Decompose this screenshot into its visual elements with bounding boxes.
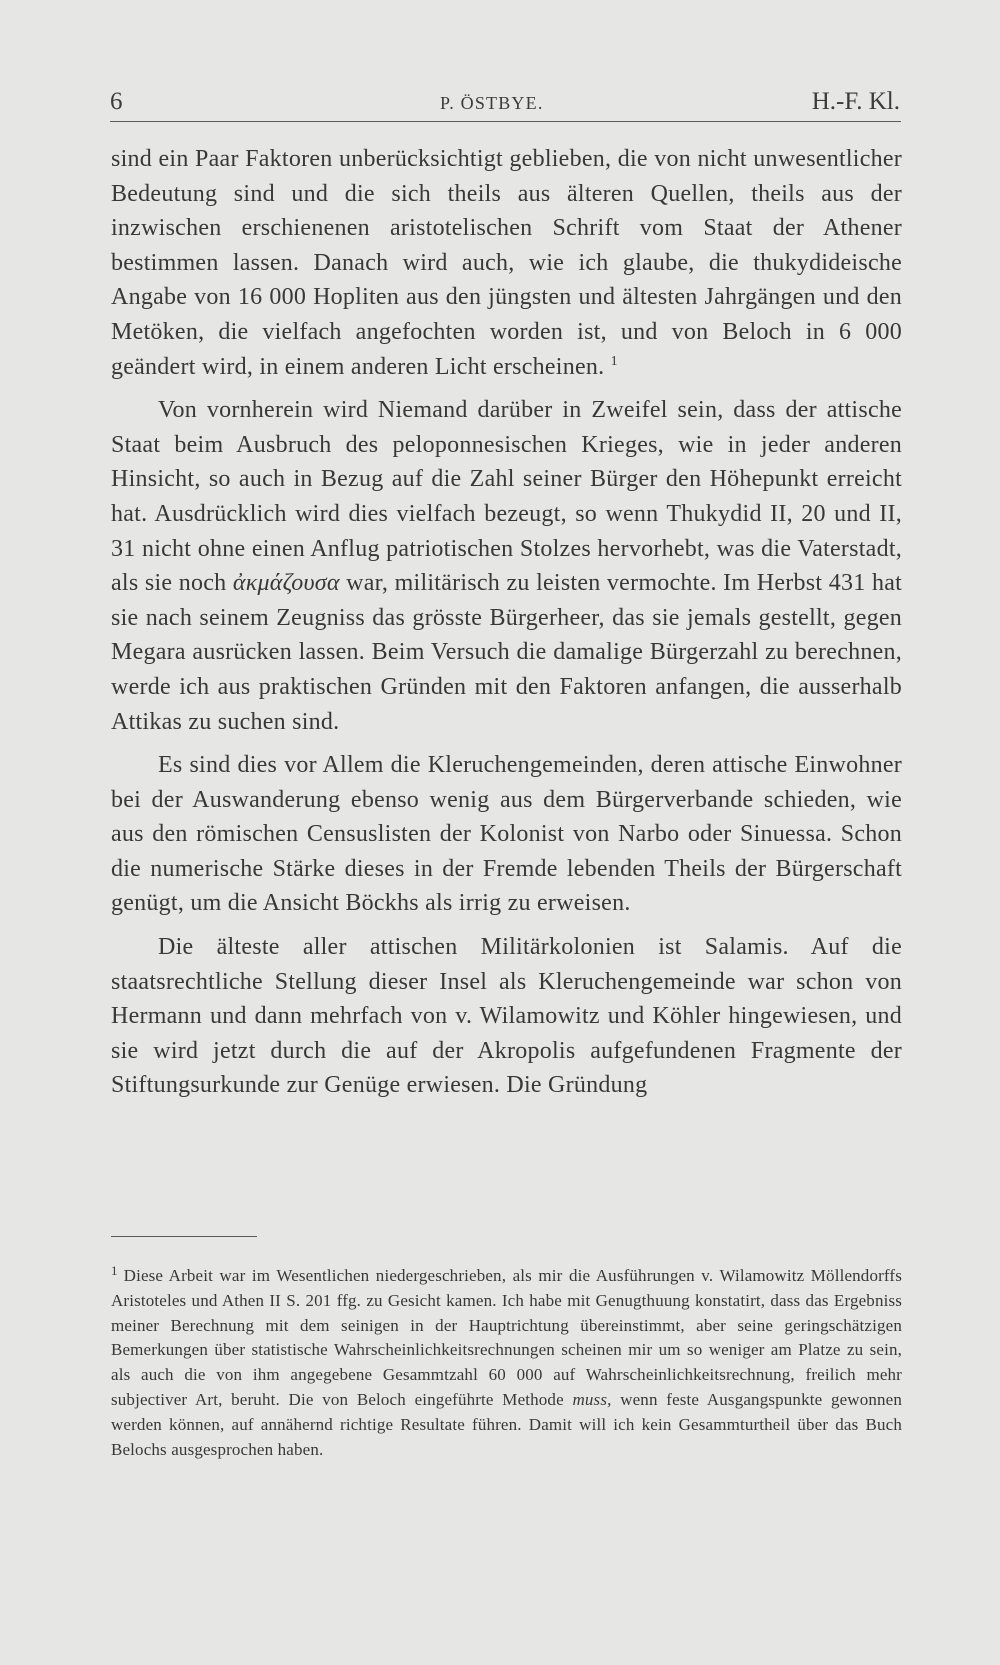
paragraph-1 xyxy=(111,142,902,384)
running-head xyxy=(110,88,900,122)
page-number: 6 xyxy=(110,88,123,115)
footnote-emphasis: muss, xyxy=(572,1389,612,1409)
main-text xyxy=(111,142,902,1103)
footnote-mark: 1 xyxy=(111,1263,118,1278)
footnote-1 xyxy=(111,1264,902,1462)
footnotes xyxy=(111,1264,902,1462)
running-head-author: P. ÖSTBYE. xyxy=(440,93,544,113)
paragraph-3: Es sind dies vor Allem die Kleruchengemeinden, deren attische Einwohner bei der Auswanderung ebenso wenig aus dem Bürgerverbande schieden, wie aus den römischen Censuslisten der Kolonist von Narbo oder Sinuessa. Schon die numerische Stärke dieses in der Fremde lebenden Theils der Bürgerschaft genügt, um die Ansicht Böckhs als irrig zu erweisen. xyxy=(111,752,902,917)
paragraph-2-text-end: war, militärisch zu leisten vermochte. Im Herbst 431 hat sie nach seinem Zeugniss das grösste Bürgerheer, das sie jemals gestellt, gegen Megara ausrücken lassen. Beim Versuch die damalige Bürgerzahl zu berechnen, werde ich aus praktischen Gründen mit den Faktoren anfangen, die ausserhalb Attikas zu suchen sind. xyxy=(111,570,903,735)
footnote-text-start: Diese Arbeit war im Wesentlichen niedergeschrieben, als mir die Ausführungen v. Wilamowitz Möllendorffs Aristoteles und Athen II S. 201 ffg. zu Gesicht kamen. Ich habe mit Genugthuung konstatirt, dass das Ergebniss meiner Berechnung mit dem seinigen in der Hauptrichtung übereinstimmt, aber seine geringschätzigen Bemerkungen über statistische Wahrscheinlichkeitsrechnungen scheinen mir um so weniger am Platze zu sein, als auch die von ihm angegebene Gesammtzahl 60 000 auf Wahrscheinlichkeitsrechnung, freilich mehr subjectiver Art, beruht. Die von Beloch eingeführte Methode xyxy=(111,1266,902,1409)
paragraph-1-text: sind ein Paar Faktoren unberücksichtigt geblieben, die von nicht unwesentlicher Bedeutung sind und die sich theils aus älteren Quellen, theils aus der inzwischen erschienenen aristotelischen Schrift vom Staat der Athener bestimmen lassen. Danach wird auch, wie ich glaube, die thukydideische Angabe von 16 000 Hopliten aus den jüngsten und ältesten Jahrgängen und den Metöken, die vielfach angefochten worden ist, und von Beloch in 6 000 geändert wird, in einem anderen Licht erscheinen. xyxy=(111,146,902,380)
footnote-reference: 1 xyxy=(610,353,618,369)
running-head-section: H.-F. Kl. xyxy=(811,88,900,115)
paragraph-4: Die älteste aller attischen Militärkolonien ist Salamis. Auf die staatsrechtliche Stellung dieser Insel als Kleruchengemeinde war schon von Hermann und dann mehrfach von v. Wilamowitz und Köhler hingewiesen, und sie wird jetzt durch die auf der Akropolis aufgefundenen Fragmente der Stiftungsurkunde zur Genüge erwiesen. Die Gründung xyxy=(111,934,902,1099)
header-rule xyxy=(110,121,901,122)
greek-word: ἀκμάζουσα xyxy=(232,570,340,597)
footnote-text-end: wenn feste Ausgangspunkte gewonnen werden können, auf annähernd richtige Resultate führen. Damit will ich kein Gesammturtheil über das Buch Belochs ausgesprochen haben. xyxy=(111,1389,903,1459)
paragraph-2-text-start: Von vornherein wird Niemand darüber in Zweifel sein, dass der attische Staat beim Ausbruch des peloponnesischen Krieges, wie in jeder anderen Hinsicht, so auch in Bezug auf die Zahl seiner Bürger den Höhepunkt erreicht hat. Ausdrücklich wird dies vielfach bezeugt, so wenn Thukydid II, 20 und II, 31 nicht ohne einen Anflug patriotischen Stolzes hervorhebt, was die Vaterstadt, als sie noch xyxy=(111,397,902,597)
footnote-rule xyxy=(111,1236,257,1237)
paragraph-2 xyxy=(111,393,902,739)
